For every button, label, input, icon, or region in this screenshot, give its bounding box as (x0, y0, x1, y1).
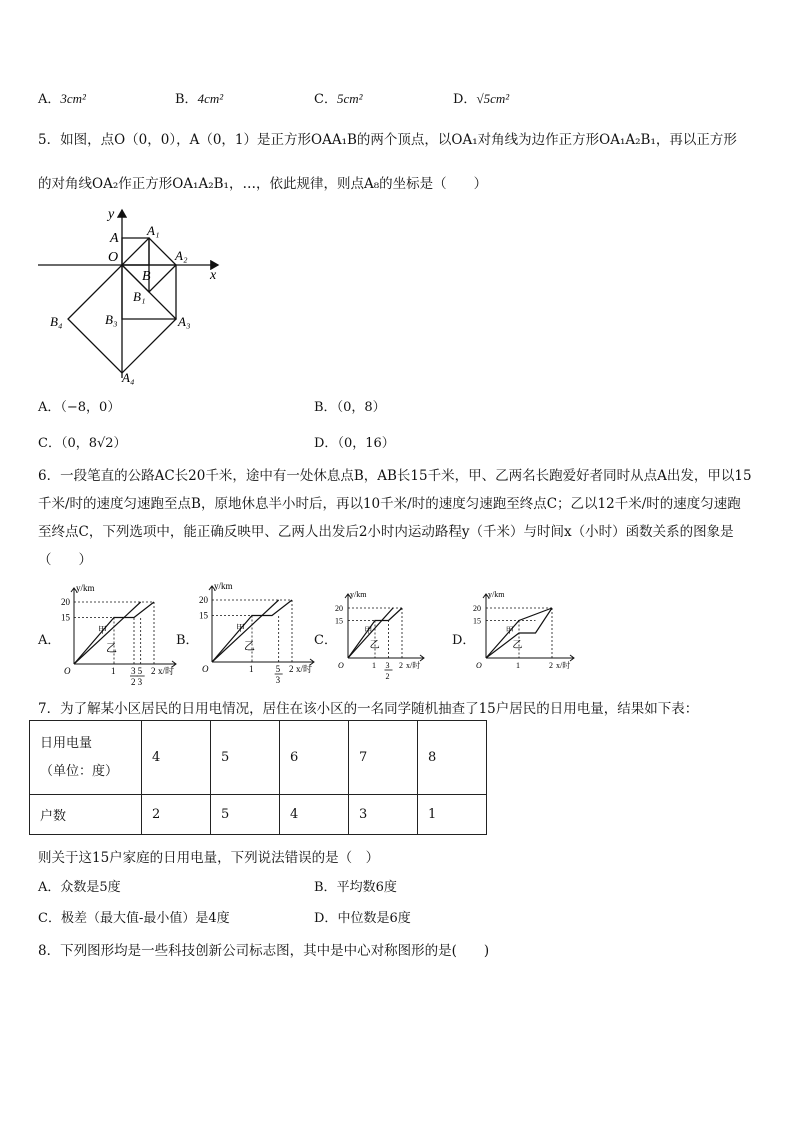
option-value: 极差（最大值-最小值）是4度 (60, 911, 230, 926)
header-label-line1: 日用电量 (40, 735, 93, 751)
x-axis-label: x/时 (158, 666, 175, 676)
option-label: C． (38, 436, 61, 451)
tick-label-20: 20 (473, 604, 481, 613)
q7-text: 7．为了解某小区居民的日用电情况，居住在该小区的一名同学随机抽查了15户居民的日用电量，结果如下表： (38, 701, 699, 717)
option-value: （0，16） (337, 436, 395, 451)
q7-option-c (38, 907, 230, 926)
option-value: 平均数6度 (336, 880, 397, 895)
q5-option-b (314, 396, 386, 415)
origin-label: O (476, 661, 482, 670)
option-label: B． (175, 92, 198, 107)
series-label-jia: 甲 (98, 625, 108, 635)
table-cell: 1 (418, 795, 487, 835)
option-value: 4cm² (197, 91, 224, 106)
tick-label-15: 15 (335, 616, 343, 626)
y-axis-label: y/km (76, 583, 95, 593)
option-value: 5cm² (336, 91, 363, 106)
q5-text-line2: 的对角线OA₂作正方形OA₁A₂B₁，…，依此规律，则点A₈的坐标是（ ） (38, 176, 488, 192)
tick-label-20: 20 (199, 595, 208, 605)
label-a3: A₃ (178, 314, 191, 329)
label-a1: A₁ (147, 223, 160, 238)
q6-graph-a (61, 583, 182, 690)
label-b: B (142, 269, 151, 284)
series-label-jia: 甲 (364, 626, 373, 635)
label-x: x (210, 268, 217, 283)
tick-label-fraction-num: 3 (131, 666, 136, 676)
label-b1: B₁ (133, 289, 146, 304)
option-label: D． (314, 911, 338, 926)
option-label: B． (314, 400, 337, 415)
option-value: 众数是5度 (60, 880, 121, 895)
q7-question: 则关于这15户家庭的日用电量，下列说法错误的是（ ） (38, 850, 380, 866)
table-row (30, 795, 487, 835)
q6-option-b-label: B． (176, 633, 199, 648)
option-label: A． (38, 400, 61, 415)
tick-label-15: 15 (473, 616, 481, 626)
q7-option-a (38, 876, 121, 895)
option-label: A． (38, 92, 61, 107)
option-label: D． (453, 92, 477, 107)
label-a4: A₄ (122, 370, 135, 385)
tick-label-x2: 2 (151, 666, 156, 676)
series-label-yi: 乙 (106, 642, 117, 655)
header-label-line2: （单位：度） (40, 763, 119, 779)
series-label-jia: 甲 (505, 626, 514, 635)
label-y: y (108, 207, 115, 222)
q7-option-b (314, 876, 397, 895)
label-o: O (108, 250, 119, 265)
tick-label-15: 15 (199, 610, 208, 621)
table-cell: 4 (142, 721, 211, 795)
tick-label-x2: 2 (289, 664, 294, 674)
option-label: B． (314, 880, 337, 895)
q4-option-c (314, 88, 363, 107)
x-axis-label: x/时 (296, 664, 313, 674)
q6-option-c-label: C． (314, 633, 337, 648)
q5-square-figure (30, 200, 230, 390)
series-yi-line (212, 600, 279, 662)
q4-option-b (175, 88, 223, 107)
tick-label-x1: 1 (111, 666, 116, 676)
y-axis-label: y/km (488, 590, 505, 599)
tick-label-x1: 1 (372, 661, 376, 670)
table-cell: 6 (280, 721, 349, 795)
option-label: C． (314, 92, 337, 107)
origin-label: O (338, 661, 344, 670)
origin-label: O (202, 664, 209, 674)
table-row (30, 721, 487, 795)
option-value: √5cm² (476, 91, 510, 106)
table-cell: 3 (349, 795, 418, 835)
table-row-label: 户数 (30, 795, 142, 835)
series-label-jia: 甲 (236, 623, 246, 633)
option-value: （0，8） (336, 400, 386, 415)
tick-label-fraction-den: 2 (385, 672, 390, 681)
label-b3: B₃ (105, 312, 118, 327)
x-axis-label: x/时 (556, 661, 571, 670)
q7-option-d (314, 907, 411, 926)
y-axis-label: y/km (350, 590, 367, 599)
option-value: 中位数是6度 (337, 911, 411, 926)
table-cell: 4 (280, 795, 349, 835)
q4-option-d (453, 88, 509, 107)
option-value: 3cm² (60, 91, 86, 106)
series-label-yi: 乙 (512, 640, 523, 651)
q8-text: 8．下列图形均是一些科技创新公司标志图，其中是中心对称图形的是( ) (38, 943, 490, 959)
series-label-yi: 乙 (244, 640, 255, 653)
q7-data-table (29, 720, 487, 835)
tick-label-fraction-den: 3 (275, 675, 281, 685)
table-header-cell (30, 721, 142, 795)
option-label: C． (38, 911, 61, 926)
tick-label-x1: 1 (516, 661, 520, 670)
q4-option-a (38, 88, 86, 107)
label-b4: B₄ (50, 314, 63, 329)
option-value: （0，8√2） (60, 436, 127, 451)
q6-graph-c (335, 590, 436, 681)
tick-label-x2: 2 (549, 661, 553, 670)
tick-label-x1: 1 (249, 664, 254, 674)
tick-label-fraction-num: 3 (385, 661, 390, 670)
series-label-yi: 乙 (369, 640, 380, 651)
label-a2: A₂ (175, 248, 188, 263)
table-cell: 8 (418, 721, 487, 795)
series-yi-line (74, 602, 141, 664)
q5-option-d (314, 432, 395, 451)
q5-text-line1: 5．如图，点O（0，0），A（0，1）是正方形OAA₁B的两个顶点，以OA₁对角线为边作正方形OA₁A₂B₁，再以正方形 (38, 132, 737, 148)
q6-option-d-label: D． (452, 633, 476, 648)
tick-label-20: 20 (335, 604, 343, 613)
table-cell: 5 (211, 721, 280, 795)
q6-option-a-label: A． (38, 633, 61, 648)
tick-label-fraction-den: 3 (137, 677, 143, 687)
x-axis-label: x/时 (406, 661, 421, 670)
table-cell: 5 (211, 795, 280, 835)
option-label: D． (314, 436, 338, 451)
q6-text: 6．一段笔直的公路AC长20千米，途中有一处休息点B，AB长15千米，甲、乙两名长跑爱好者同时从点A出发，甲以15千米/时的速度匀速跑至点B，原地休息半小时后，再以10千米/时的速度匀速跑至终点C；乙以12千米/时的速度匀速跑至终点C，下列选项中，能正确反映甲、乙两人出发后2小时内运动路程y（千米）与时间x（小时）函数关系的图象是（ ） (38, 468, 752, 568)
q5-option-c (38, 432, 127, 451)
tick-label-fraction-num: 5 (137, 666, 143, 676)
q5-option-a (38, 396, 120, 415)
option-label: A． (38, 880, 61, 895)
table-cell: 7 (349, 721, 418, 795)
option-value: （−8，0） (60, 400, 121, 415)
origin-label: O (64, 666, 71, 676)
tick-label-15: 15 (61, 612, 70, 623)
table-cell: 2 (142, 795, 211, 835)
tick-label-fraction-den: 2 (131, 677, 136, 687)
q6-graph-d (474, 592, 584, 676)
label-a: A (110, 231, 119, 246)
tick-label-fraction-num: 5 (275, 664, 281, 674)
q6-graph-b (199, 581, 320, 688)
y-axis-label: y/km (214, 581, 233, 591)
tick-label-x2: 2 (399, 661, 403, 670)
tick-label-20: 20 (61, 597, 70, 607)
